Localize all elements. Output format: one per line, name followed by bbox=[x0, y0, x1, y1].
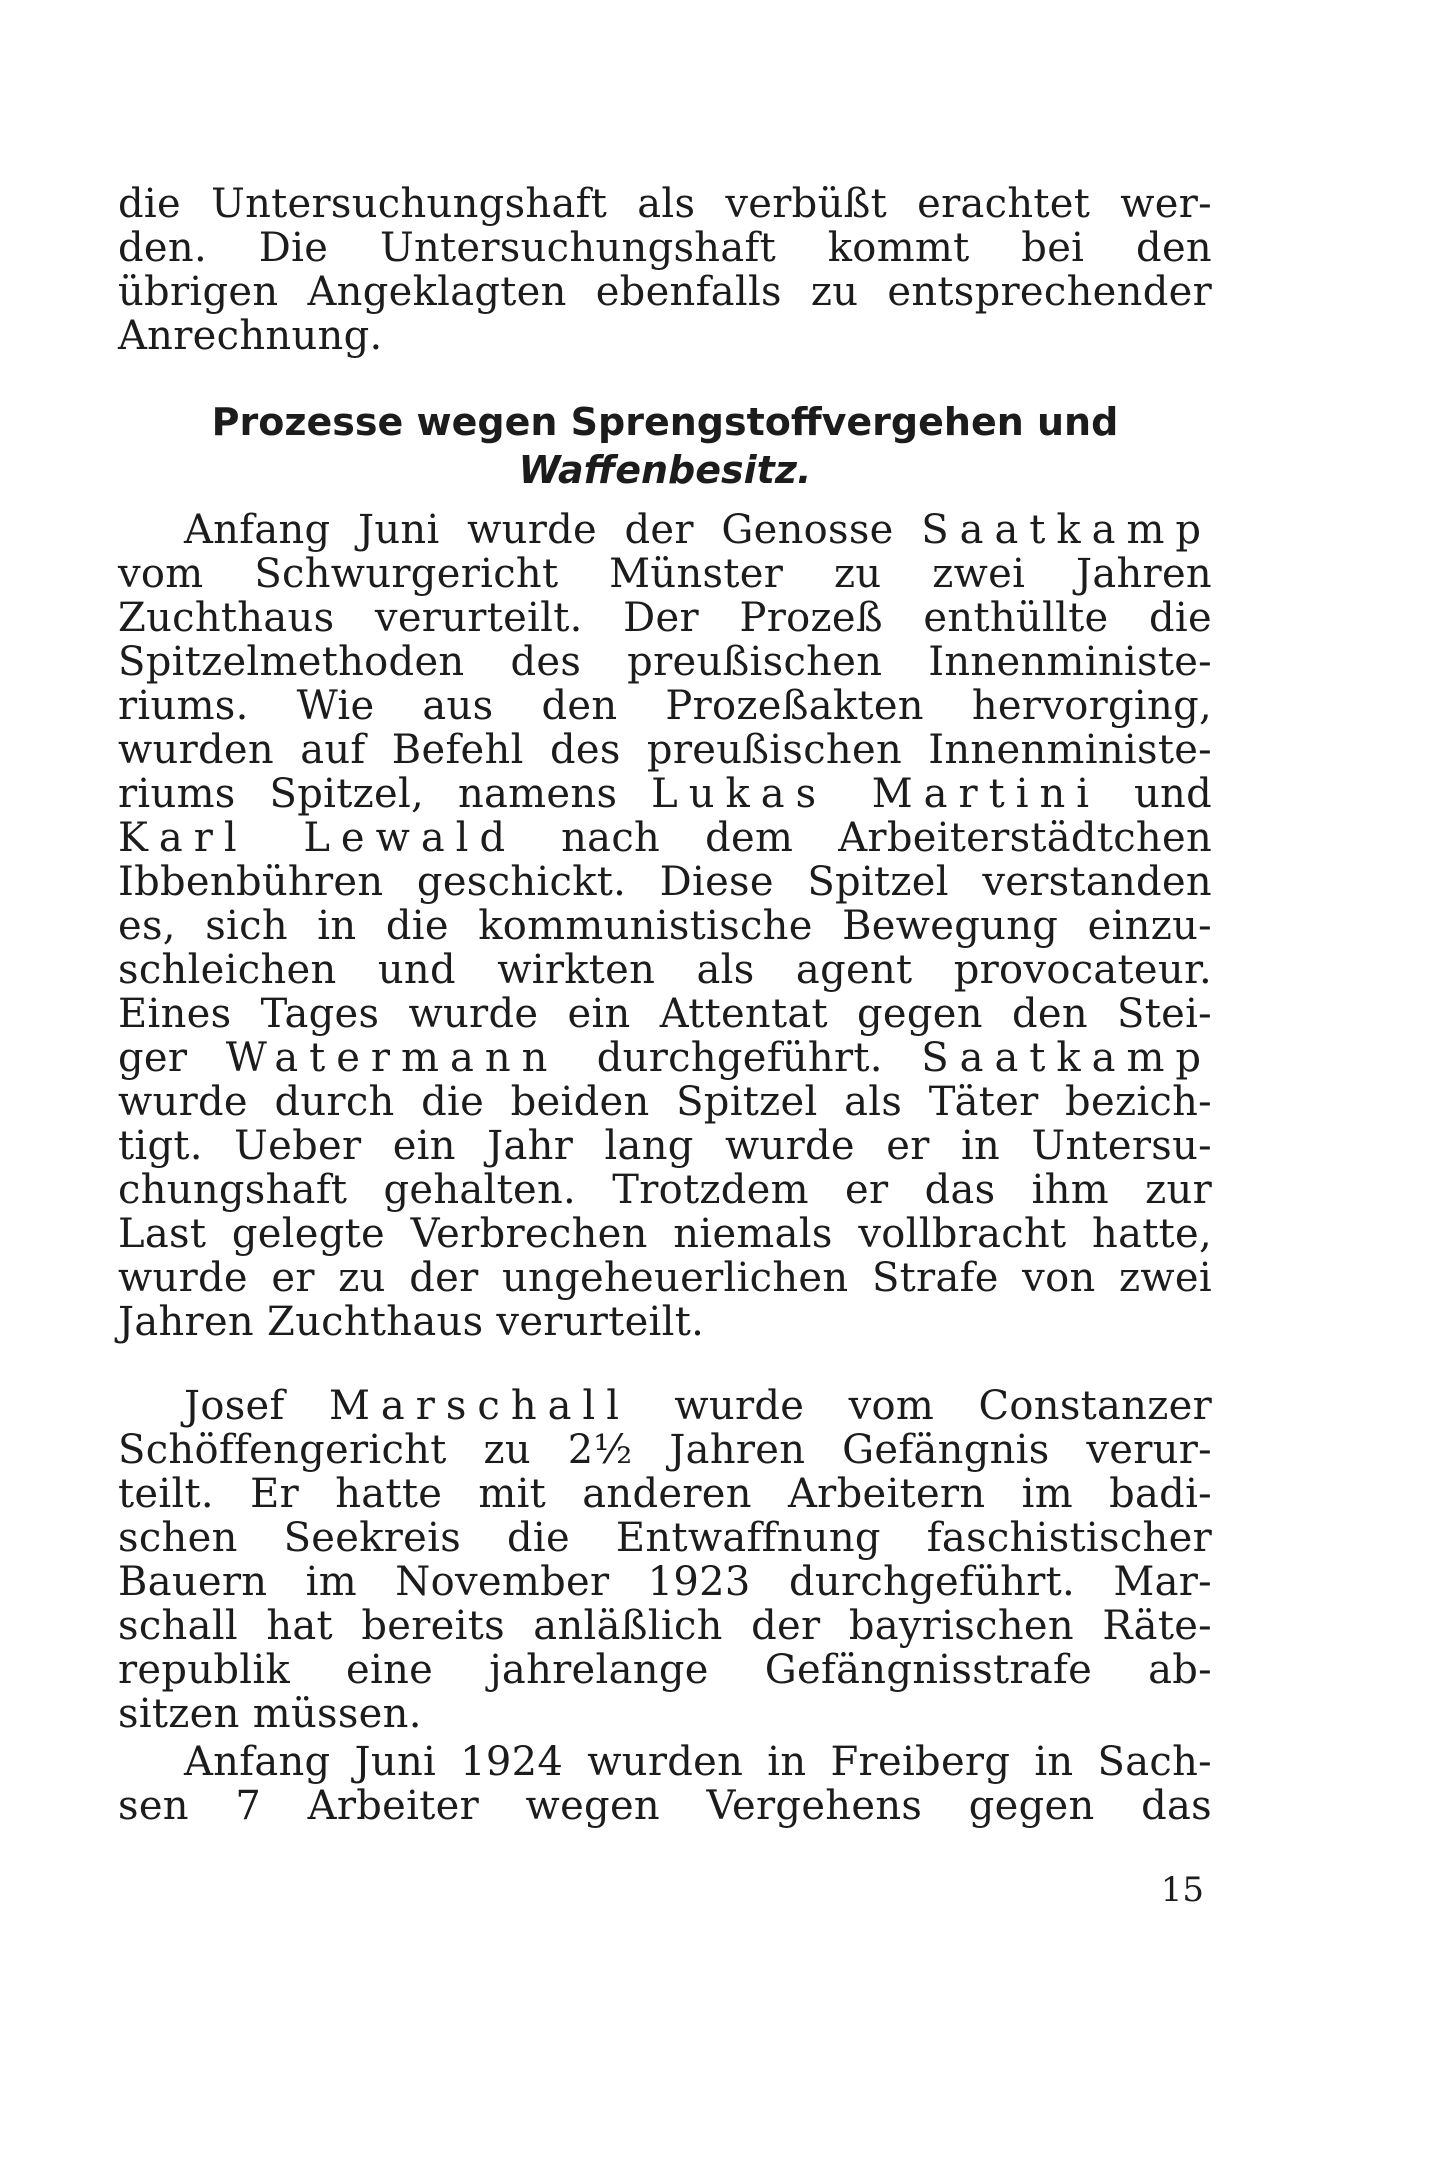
text-line: Ibbenbühren geschickt. Diese Spitzel verstanden bbox=[118, 859, 1212, 905]
text-run: riums Spitzel, namens bbox=[118, 771, 652, 817]
text-line: Zuchthaus verurteilt. Der Prozeß enthüllte die bbox=[118, 595, 1212, 641]
heading-line: Prozesse wegen Sprengstoffvergehen und bbox=[211, 400, 1119, 444]
text-line: riums. Wie aus den Prozeßakten hervorging, bbox=[118, 683, 1212, 729]
text-line: teilt. Er hatte mit anderen Arbeitern im badi- bbox=[118, 1471, 1212, 1517]
text-run: und bbox=[1100, 771, 1212, 817]
text-line: es, sich in die kommunistische Bewegung einzu- bbox=[118, 903, 1212, 949]
text-line: schleichen und wirkten als agent provocateur. bbox=[118, 947, 1212, 993]
page-number: 15 bbox=[1160, 1870, 1204, 1910]
name-spaced: Watermann bbox=[225, 1035, 559, 1081]
text-line: Jahren Zuchthaus verurteilt. bbox=[118, 1299, 705, 1345]
text-line: tigt. Ueber ein Jahr lang wurde er in Untersu- bbox=[118, 1123, 1212, 1169]
text-line: Spitzelmethoden des preußischen Innenministe- bbox=[118, 639, 1212, 685]
text-line: vom Schwurgericht Münster zu zwei Jahren bbox=[118, 551, 1212, 597]
text-run: nach dem Arbeiterstädtchen bbox=[516, 815, 1213, 861]
name-spaced: Saatkamp bbox=[921, 507, 1212, 553]
text-line: schen Seekreis die Entwaffnung faschistischer bbox=[118, 1515, 1212, 1561]
text-line: sen 7 Arbeiter wegen Vergehens gegen das bbox=[118, 1783, 1212, 1829]
text-line: Schöffengericht zu 2½ Jahren Gefängnis verur- bbox=[118, 1427, 1212, 1473]
text-line bbox=[118, 1384, 1212, 1428]
name-spaced: Saatkamp bbox=[921, 1035, 1212, 1081]
text-run: Anfang Juni wurde der Genosse bbox=[184, 507, 922, 553]
name-spaced: Marschall bbox=[328, 1383, 631, 1429]
text-line: übrigen Angeklagten ebenfalls zu entsprechender bbox=[118, 269, 1212, 315]
heading-line: Waffenbesitz. bbox=[518, 448, 812, 492]
text-line bbox=[118, 816, 1212, 860]
text-run: durchgeführt. bbox=[558, 1035, 922, 1081]
text-run: Josef bbox=[184, 1383, 329, 1429]
section-heading bbox=[118, 398, 1212, 494]
text-line: Last gelegte Verbrechen niemals vollbracht hatte, bbox=[118, 1211, 1212, 1257]
name-spaced: Karl Lewald bbox=[118, 815, 517, 861]
text-line bbox=[118, 508, 1212, 552]
text-line: wurden auf Befehl des preußischen Innenministe- bbox=[118, 727, 1212, 773]
intro-paragraph bbox=[118, 182, 1212, 358]
text-run: ger bbox=[118, 1035, 226, 1081]
text-line bbox=[118, 1036, 1212, 1080]
text-line: schall hat bereits anläßlich der bayrischen Räte- bbox=[118, 1603, 1212, 1649]
text-line: wurde durch die beiden Spitzel als Täter bezich- bbox=[118, 1079, 1212, 1125]
text-line: Bauern im November 1923 durchgeführt. Mar- bbox=[118, 1559, 1212, 1605]
paragraph bbox=[118, 1384, 1212, 1736]
text-line: Anfang Juni 1924 wurden in Freiberg in Sach- bbox=[184, 1739, 1212, 1785]
text-line: Anrechnung. bbox=[118, 313, 383, 359]
text-line: sitzen müssen. bbox=[118, 1691, 422, 1737]
text-line: republik eine jahrelange Gefängnisstrafe ab- bbox=[118, 1647, 1212, 1693]
paragraph bbox=[118, 1740, 1212, 1828]
text-line bbox=[118, 772, 1212, 816]
text-line: wurde er zu der ungeheuerlichen Strafe von zwei bbox=[118, 1255, 1212, 1301]
text-line: die Untersuchungshaft als verbüßt erachtet wer- bbox=[118, 181, 1212, 227]
text-run: wurde vom Constanzer bbox=[630, 1383, 1212, 1429]
name-spaced: Lukas Martini bbox=[651, 771, 1101, 817]
text-line: Eines Tages wurde ein Attentat gegen den Stei- bbox=[118, 991, 1212, 1037]
text-line: chungshaft gehalten. Trotzdem er das ihm zur bbox=[118, 1167, 1212, 1213]
paragraph bbox=[118, 508, 1212, 1344]
text-line: den. Die Untersuchungshaft kommt bei den bbox=[118, 225, 1212, 271]
